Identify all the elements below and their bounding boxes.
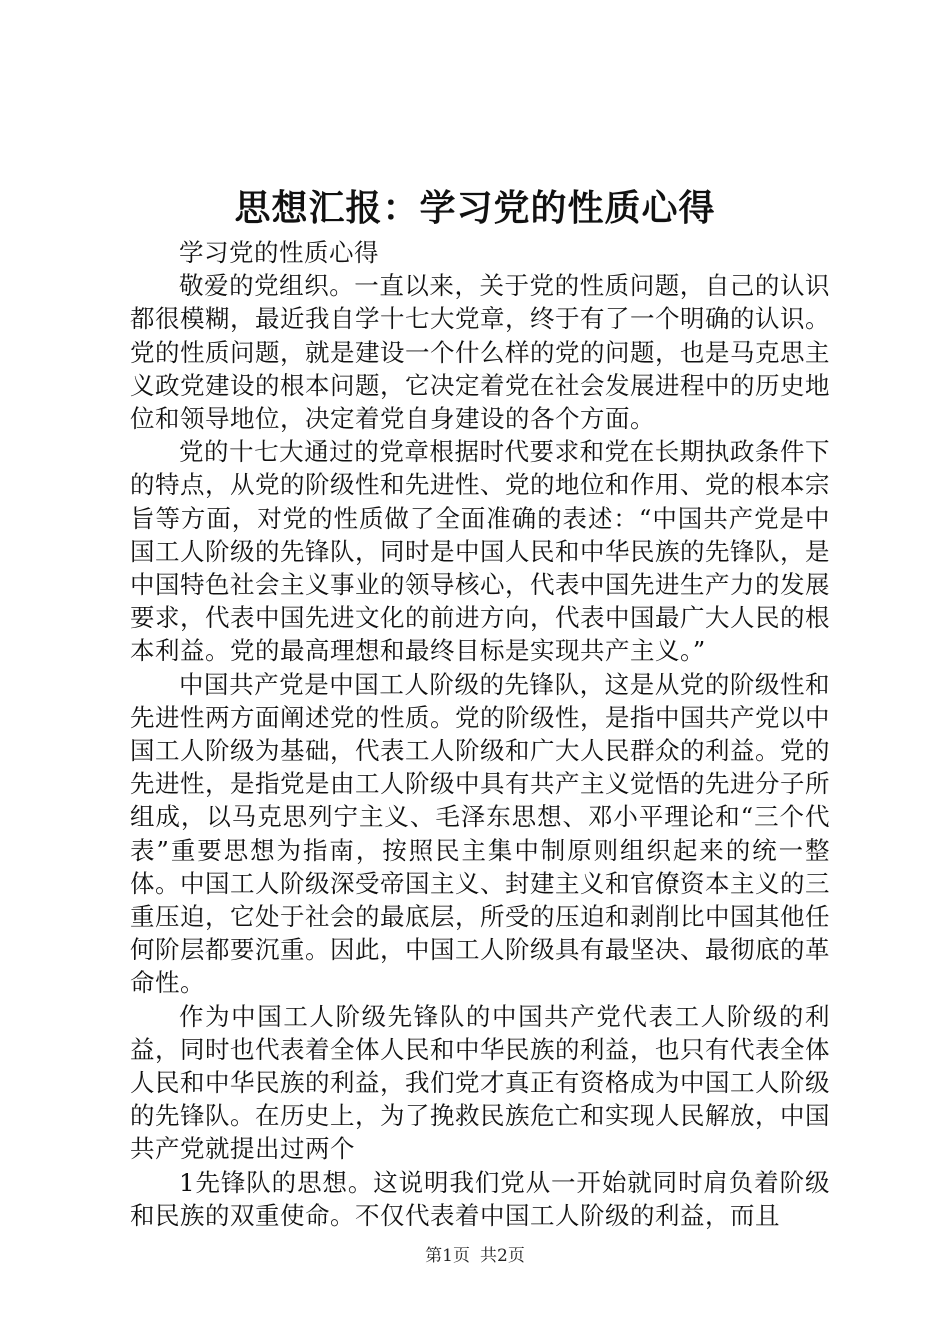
- page-footer: [0, 1244, 950, 1268]
- document-subtitle: 学习党的性质心得: [179, 238, 379, 267]
- document-title: 思想汇报：学习党的性质心得: [234, 187, 716, 229]
- paragraph-3: 中国共产党是中国工人阶级的先锋队，这是从党的阶级性和先进性两方面阐述党的性质。党的阶级性，是指中国共产党以中国工人阶级为基础，代表工人阶级和广大人民群众的利益。党的先进性，是指党是由工人阶级中具有共产主义觉悟的先进分子所组成，以马克思列宁主义、毛泽东思想、邓小平理论和“三个代表”重要思想为指南，按照民主集中制原则组织起来的统一整体。中国工人阶级深受帝国主义、封建主义和官僚资本主义的三重压迫，它处于社会的最底层，所受的压迫和剥削比中国其他任何阶层都要沉重。因此，中国工人阶级具有最坚决、最彻底的革命性。: [130, 669, 830, 998]
- page-number-total: 共2页: [480, 1246, 525, 1266]
- paragraph-5: 1先锋队的思想。这说明我们党从一开始就同时肩负着阶级和民族的双重使命。不仅代表着中国工人阶级的利益，而且: [130, 1167, 830, 1230]
- document-body: [130, 236, 830, 1232]
- paragraph-2: 党的十七大通过的党章根据时代要求和党在长期执政条件下的特点，从党的阶级性和先进性、党的地位和作用、党的根本宗旨等方面，对党的性质做了全面准确的表述：“中国共产党是中国工人阶级的先锋队，同时是中国人民和中华民族的先锋队，是中国特色社会主义事业的领导核心，代表中国先进生产力的发展要求，代表中国先进文化的前进方向，代表中国最广大人民的根本利益。党的最高理想和最终目标是实现共产主义。”: [130, 437, 830, 666]
- paragraph-4: 作为中国工人阶级先锋队的中国共产党代表工人阶级的利益，同时也代表着全体人民和中华民族的利益，也只有代表全体人民和中华民族的利益，我们党才真正有资格成为中国工人阶级的先锋队。在历史上，为了挽救民族危亡和实现人民解放，中国共产党就提出过两个: [130, 1001, 830, 1164]
- paragraph-1: 敬爱的党组织。一直以来，关于党的性质问题，自己的认识都很模糊，最近我自学十七大党章，终于有了一个明确的认识。党的性质问题，就是建设一个什么样的党的问题，也是马克思主义政党建设的根本问题，它决定着党在社会发展进程中的历史地位和领导地位，决定着党自身建设的各个方面。: [130, 271, 830, 434]
- page-number-current: 第1页: [425, 1246, 470, 1266]
